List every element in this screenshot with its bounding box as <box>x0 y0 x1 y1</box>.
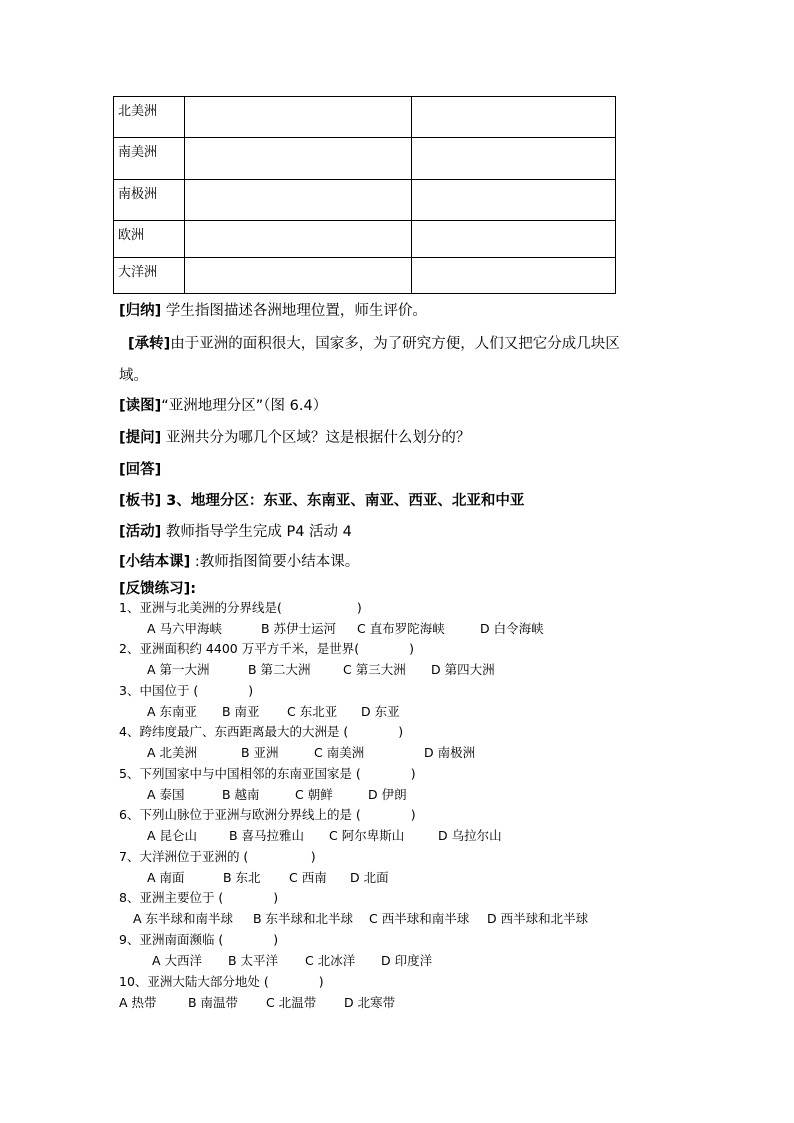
table-cell <box>185 97 412 138</box>
option: B 第二大洲 <box>248 662 311 677</box>
xiaojie-paragraph <box>119 550 359 571</box>
question-7: 7、大洋洲位于亚洲的 ( ) <box>119 849 316 864</box>
option: C 北温带 <box>266 995 317 1010</box>
option: D 北面 <box>350 870 389 885</box>
option: C 阿尔卑斯山 <box>329 828 405 843</box>
option: A 东南亚 <box>147 704 198 719</box>
option: C 北冰洋 <box>305 953 356 968</box>
table-cell <box>185 258 412 294</box>
table-cell <box>185 221 412 258</box>
table-row <box>114 180 616 221</box>
paragraph-text: 亚洲共分为哪几个区域？这是根据什么划分的？ <box>161 430 471 446</box>
question-3: 3、中国位于 ( ) <box>119 683 254 698</box>
chengzhuan-continuation: 域。 <box>119 368 148 384</box>
option: D 伊朗 <box>368 787 407 802</box>
option: B 东北 <box>223 870 261 885</box>
fankui-text: [反馈练习]: <box>119 581 197 597</box>
option: A 南面 <box>147 870 185 885</box>
option: A 马六甲海峡 <box>147 621 223 636</box>
option: C 西半球和南半球 <box>369 911 470 926</box>
option: B 南亚 <box>222 704 260 719</box>
table-row <box>114 138 616 180</box>
section-tag: [读图] <box>119 398 162 414</box>
table-row <box>114 221 616 258</box>
question-2: 2、亚洲面积约 4400 万平方千米，是世界( ) <box>119 641 414 656</box>
question-5: 5、下列国家中与中国相邻的东南亚国家是 ( ) <box>119 766 416 781</box>
option: A 泰国 <box>147 787 185 802</box>
option: D 印度洋 <box>381 953 433 968</box>
table-cell <box>412 180 616 221</box>
option: D 北寒带 <box>344 995 396 1010</box>
question-6: 6、下列山脉位于亚洲与欧洲分界线上的是 ( ) <box>119 807 416 822</box>
paragraph-text: 学生指图描述各洲地理位置，师生评价。 <box>161 303 427 319</box>
option: A 热带 <box>119 995 157 1010</box>
option: D 南极洲 <box>424 745 476 760</box>
continent-name: 大洋洲 <box>114 258 185 294</box>
question-1: 1、亚洲与北美洲的分界线是( ) <box>119 600 362 615</box>
option: C 东北亚 <box>287 704 338 719</box>
table-row <box>114 97 616 138</box>
option: C 第三大洲 <box>343 662 406 677</box>
question-4: 4、跨纬度最广、东西距离最大的大洲是 ( ) <box>119 724 404 739</box>
guina-paragraph <box>119 299 427 320</box>
dutu-paragraph <box>119 394 327 415</box>
section-tag: [活动] <box>119 524 162 540</box>
option: D 西半球和北半球 <box>487 911 589 926</box>
section-tag: [小结本课] <box>119 554 191 570</box>
paragraph-text: 由于亚洲的面积很大，国家多，为了研究方便，人们又把它分成几块区 <box>170 336 620 352</box>
option: D 乌拉尔山 <box>438 828 502 843</box>
question-8: 8、亚洲主要位于 ( ) <box>119 890 279 905</box>
banshu-text: [板书] 3、地理分区：东亚、东南亚、南亚、西亚、北亚和中亚 <box>119 493 525 509</box>
option: A 昆仑山 <box>147 828 198 843</box>
continent-name: 欧洲 <box>114 221 185 258</box>
fankui-heading <box>119 577 196 598</box>
option: A 东半球和南半球 <box>133 911 234 926</box>
question-10: 10、亚洲大陆大部分地处 ( ) <box>119 974 324 989</box>
huida-paragraph <box>119 458 161 479</box>
table-cell <box>412 258 616 294</box>
section-tag: [归纳] <box>119 303 162 319</box>
table-cell <box>185 180 412 221</box>
question-9: 9、亚洲南面濒临 ( ) <box>119 932 279 947</box>
option: A 第一大洲 <box>147 662 210 677</box>
option: C 西南 <box>289 870 327 885</box>
option: B 喜马拉雅山 <box>229 828 305 843</box>
table-cell <box>412 138 616 180</box>
paragraph-text: :教师指图简要小结本课。 <box>190 554 360 570</box>
table-cell <box>412 221 616 258</box>
option: C 直布罗陀海峡 <box>357 621 445 636</box>
option: D 东亚 <box>361 704 400 719</box>
continents-table <box>113 96 616 294</box>
section-tag: [承转] <box>128 336 171 352</box>
option: C 朝鲜 <box>295 787 333 802</box>
section-tag: [提问] <box>119 430 162 446</box>
option: A 北美洲 <box>147 745 198 760</box>
option: D 白令海峡 <box>480 621 544 636</box>
continent-name: 南美洲 <box>114 138 185 180</box>
tiwen-paragraph <box>119 426 470 447</box>
option: B 太平洋 <box>228 953 279 968</box>
option: A 大西洋 <box>152 953 203 968</box>
option: B 亚洲 <box>241 745 279 760</box>
continent-name: 南极洲 <box>114 180 185 221</box>
table-cell <box>185 138 412 180</box>
continent-name: 北美洲 <box>114 97 185 138</box>
paragraph-text: “亚洲地理分区”（图 6.4） <box>161 398 328 414</box>
chengzhuan-paragraph <box>128 332 620 353</box>
option: B 苏伊士运河 <box>261 621 337 636</box>
table-cell <box>412 97 616 138</box>
option: C 南美洲 <box>314 745 365 760</box>
option: B 东半球和北半球 <box>253 911 354 926</box>
section-tag: [回答] <box>119 462 162 478</box>
banshu-paragraph <box>119 489 524 510</box>
huodong-paragraph <box>119 520 352 541</box>
option: D 第四大洲 <box>431 662 495 677</box>
option: B 南温带 <box>188 995 239 1010</box>
option: B 越南 <box>222 787 260 802</box>
table-row <box>114 258 616 294</box>
paragraph-text: 教师指导学生完成 P4 活动 4 <box>161 524 352 540</box>
